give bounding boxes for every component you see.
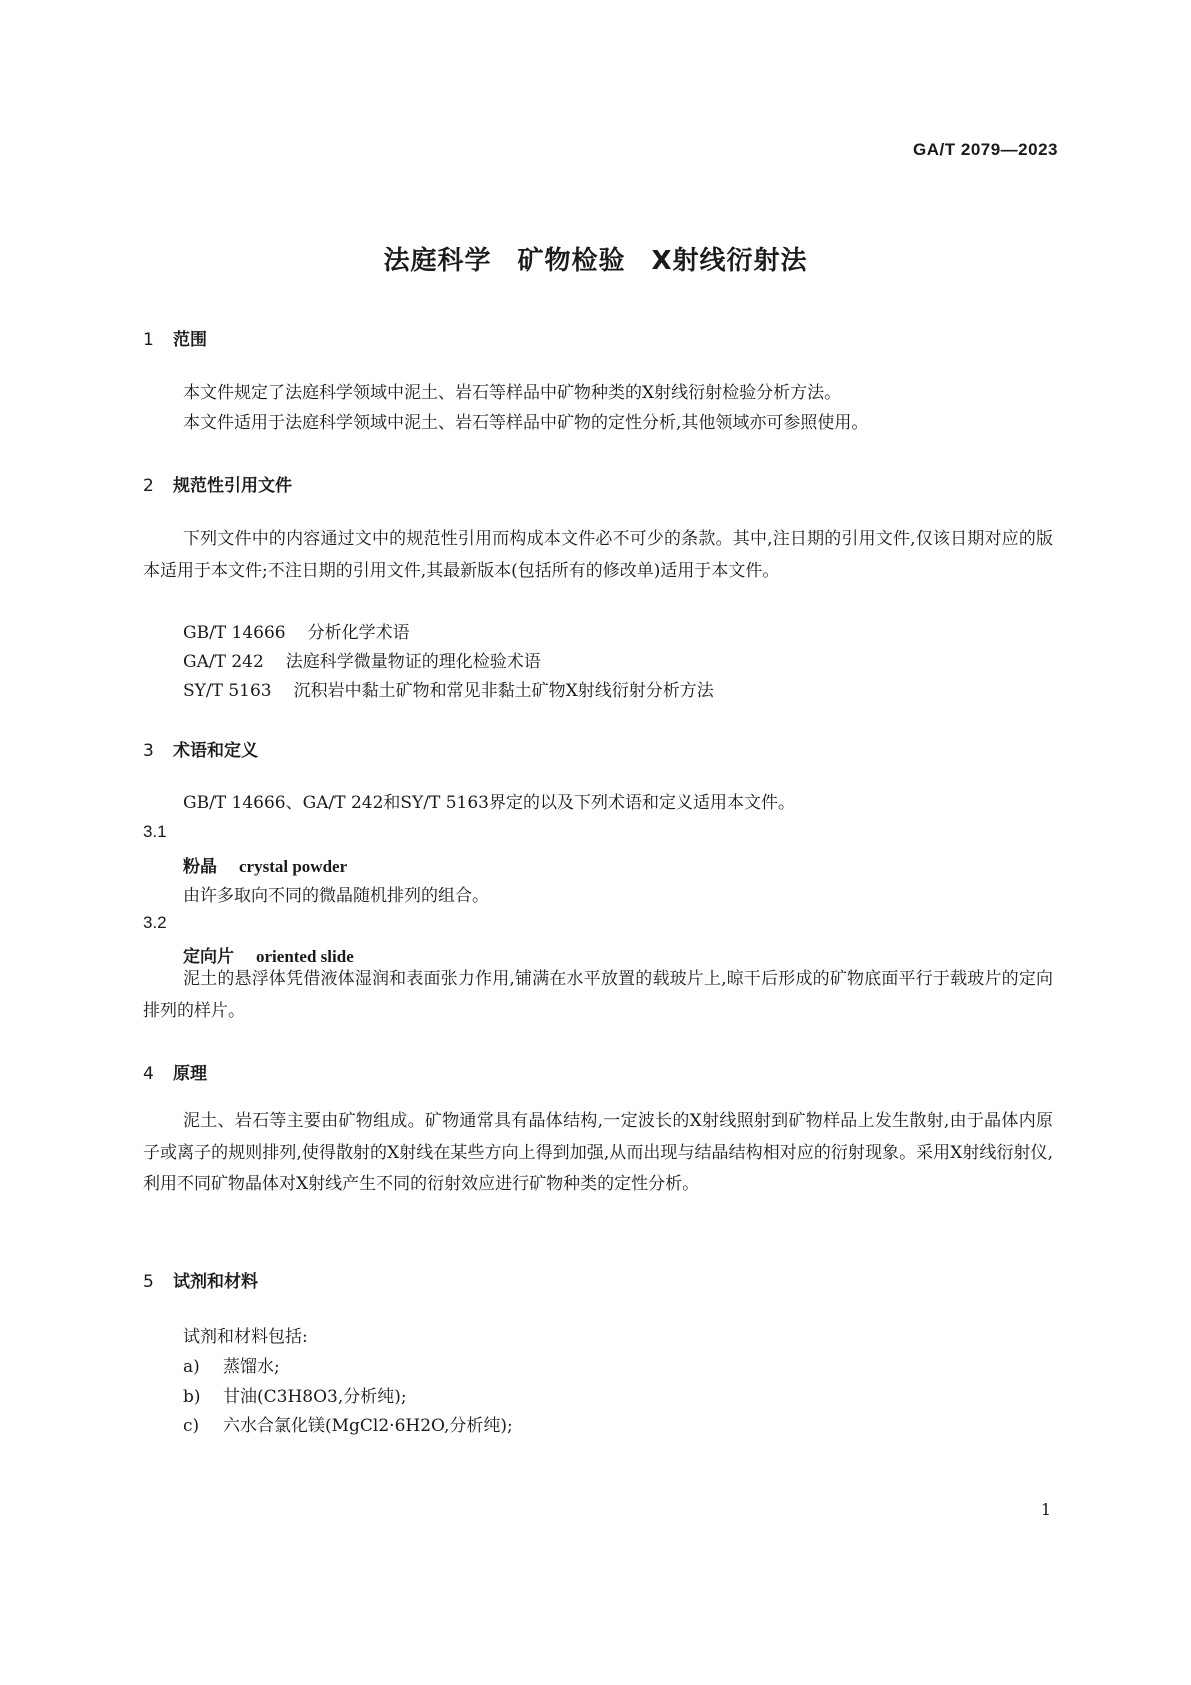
term-heading <box>183 852 347 877</box>
term-english: crystal powder <box>239 857 348 876</box>
document-title <box>0 240 1191 277</box>
reference-entry <box>183 618 410 643</box>
reference-name: 法庭科学微量物证的理化检验术语 <box>285 652 541 672</box>
paragraph: 泥土、岩石等主要由矿物组成。矿物通常具有晶体结构,一定波长的X射线照射到矿物样品上发生散射,由于晶体内原子或离子的规则排列,使得散射的X射线在某些方向上得到加强,从而出现与结晶结构相对应的衍射现象。采用X射线衍射仪,利用不同矿物晶体对X射线产生不同的衍射效应进行矿物种类的定性分析。 <box>143 1111 1053 1194</box>
section-title: 原理 <box>173 1064 207 1084</box>
title-part-1: 法庭科学 <box>383 246 492 276</box>
reference-code: GA/T 242 <box>183 652 264 672</box>
paragraph: 试剂和材料包括: <box>183 1327 308 1347</box>
section-title: 范围 <box>173 330 207 350</box>
section-number: 1 <box>143 330 154 350</box>
list-item <box>183 1382 407 1407</box>
section-title: 试剂和材料 <box>173 1272 258 1292</box>
term-number: 3.1 <box>143 822 167 841</box>
paragraph: GB/T 14666、GA/T 242和SY/T 5163界定的以及下列术语和定义适用本文件。 <box>183 793 795 813</box>
term-definition: 泥土的悬浮体凭借液体湿润和表面张力作用,铺满在水平放置的载玻片上,晾干后形成的矿物底面平行于载玻片的定向排列的样片。 <box>143 969 1053 1021</box>
reference-name: 沉积岩中黏土矿物和常见非黏土矿物X射线衍射分析方法 <box>293 681 714 701</box>
paragraph: 本文件适用于法庭科学领域中泥土、岩石等样品中矿物的定性分析,其他领域亦可参照使用。 <box>183 413 869 433</box>
reference-name: 分析化学术语 <box>307 623 410 643</box>
reference-code: SY/T 5163 <box>183 681 272 701</box>
term-number: 3.2 <box>143 913 167 932</box>
section-heading-5 <box>143 1267 258 1292</box>
list-text: 蒸馏水; <box>223 1357 280 1377</box>
standard-code: GA/T 2079—2023 <box>913 140 1058 159</box>
list-item <box>183 1411 513 1436</box>
section-title: 规范性引用文件 <box>173 476 292 496</box>
section-number: 4 <box>143 1064 154 1084</box>
paragraph: 本文件规定了法庭科学领域中泥土、岩石等样品中矿物种类的X射线衍射检验分析方法。 <box>183 383 842 403</box>
term-chinese: 定向片 <box>183 947 234 967</box>
term-english: oriented slide <box>256 947 354 966</box>
reference-entry <box>183 676 714 701</box>
reference-entry <box>183 647 541 672</box>
list-item <box>183 1352 280 1377</box>
title-part-2: 矿物检验 <box>517 246 626 276</box>
section-number: 5 <box>143 1272 154 1292</box>
section-heading-4 <box>143 1059 207 1084</box>
section-number: 2 <box>143 476 154 496</box>
reference-code: GB/T 14666 <box>183 623 286 643</box>
term-chinese: 粉晶 <box>183 857 217 877</box>
page-number: 1 <box>1040 1500 1051 1519</box>
section-heading-2 <box>143 471 292 496</box>
paragraph: 下列文件中的内容通过文中的规范性引用而构成本文件必不可少的条款。其中,注日期的引用文件,仅该日期对应的版本适用于本文件;不注日期的引用文件,其最新版本(包括所有的修改单)适用于本文件。 <box>143 529 1053 581</box>
section-number: 3 <box>143 741 154 761</box>
list-marker: b) <box>183 1387 201 1407</box>
section-title: 术语和定义 <box>173 741 258 761</box>
section-heading-1 <box>143 325 207 350</box>
title-part-3: X射线衍射法 <box>651 246 808 276</box>
list-marker: c) <box>183 1416 200 1436</box>
section-heading-3 <box>143 736 258 761</box>
list-marker: a) <box>183 1357 200 1377</box>
list-text: 六水合氯化镁(MgCl2·6H2O,分析纯); <box>223 1416 513 1436</box>
list-text: 甘油(C3H8O3,分析纯); <box>223 1387 407 1407</box>
term-definition: 由许多取向不同的微晶随机排列的组合。 <box>183 886 489 906</box>
